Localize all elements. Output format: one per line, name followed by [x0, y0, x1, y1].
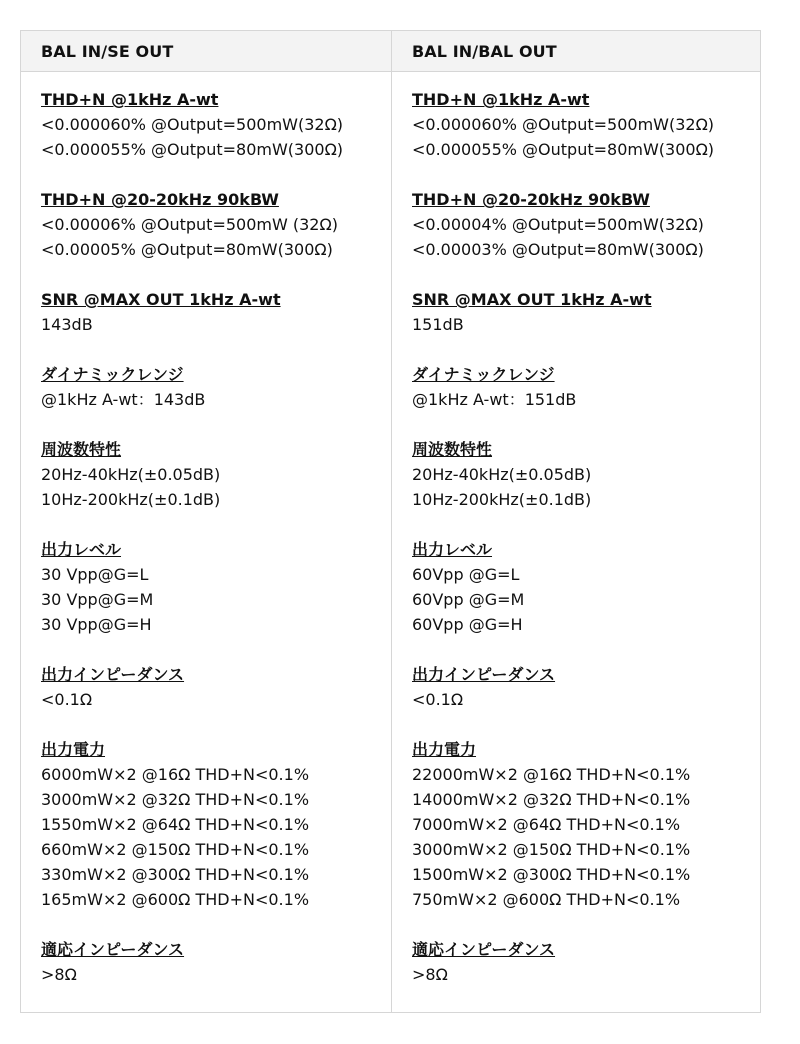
spec-value: 660mW×2 @150Ω THD+N<0.1% [41, 840, 310, 859]
spec-value: 60Vpp @G=L [412, 565, 520, 584]
spec-section [412, 737, 750, 912]
spec-heading: THD+N @20-20kHz 90kBW [412, 190, 650, 209]
spec-section [412, 937, 750, 987]
spec-section [41, 362, 381, 412]
spec-value: <0.1Ω [41, 690, 93, 709]
spec-heading: 周波数特性 [412, 440, 493, 459]
spec-section [41, 662, 381, 712]
spec-heading: 出力インピーダンス [412, 665, 556, 684]
spec-value: <0.000055% @Output=80mW(300Ω) [412, 140, 715, 159]
spec-section [41, 187, 381, 262]
spec-heading: 出力電力 [41, 740, 106, 759]
spec-section [41, 437, 381, 512]
spec-column-bal-in-bal-out [391, 72, 760, 1012]
spec-section [41, 737, 381, 912]
spec-value: 3000mW×2 @32Ω THD+N<0.1% [41, 790, 310, 809]
spec-value: 165mW×2 @600Ω THD+N<0.1% [41, 890, 310, 909]
spec-value: 30 Vpp@G=L [41, 565, 149, 584]
spec-value: <0.000060% @Output=500mW(32Ω) [41, 115, 344, 134]
spec-value: <0.1Ω [412, 690, 464, 709]
spec-heading: THD+N @1kHz A-wt [41, 90, 219, 109]
spec-value: 22000mW×2 @16Ω THD+N<0.1% [412, 765, 691, 784]
spec-value: 30 Vpp@G=H [41, 615, 152, 634]
spec-heading: 適応インピーダンス [412, 940, 556, 959]
spec-value: 1550mW×2 @64Ω THD+N<0.1% [41, 815, 310, 834]
spec-section [412, 187, 750, 262]
spec-value: 143dB [41, 315, 93, 334]
spec-value: 60Vpp @G=M [412, 590, 525, 609]
spec-value: @1kHz A-wt：143dB [41, 390, 206, 409]
spec-value: 151dB [412, 315, 464, 334]
spec-value: @1kHz A-wt：151dB [412, 390, 577, 409]
spec-value: 3000mW×2 @150Ω THD+N<0.1% [412, 840, 691, 859]
spec-section [412, 287, 750, 337]
spec-heading: THD+N @1kHz A-wt [412, 90, 590, 109]
spec-heading: 出力レベル [412, 540, 493, 559]
spec-section [41, 537, 381, 637]
spec-section [41, 937, 381, 987]
spec-value: >8Ω [41, 965, 77, 984]
spec-table-body-row [21, 72, 760, 1012]
spec-value: 14000mW×2 @32Ω THD+N<0.1% [412, 790, 691, 809]
spec-value: <0.00006% @Output=500mW (32Ω) [41, 215, 338, 234]
spec-heading: SNR @MAX OUT 1kHz A-wt [412, 290, 652, 309]
spec-heading: 出力レベル [41, 540, 122, 559]
spec-section [412, 437, 750, 512]
spec-heading: SNR @MAX OUT 1kHz A-wt [41, 290, 281, 309]
column-header-bal-in-se-out: BAL IN/SE OUT [41, 41, 174, 61]
spec-section [41, 287, 381, 337]
spec-column-bal-in-se-out [21, 72, 391, 1012]
spec-value: 20Hz-40kHz(±0.05dB) [412, 465, 592, 484]
spec-heading: 適応インピーダンス [41, 940, 185, 959]
spec-heading: 出力電力 [412, 740, 477, 759]
spec-section [412, 87, 750, 162]
spec-value: <0.000060% @Output=500mW(32Ω) [412, 115, 715, 134]
spec-heading: ダイナミックレンジ [412, 365, 555, 384]
spec-section [41, 87, 381, 162]
column-header-bal-in-bal-out: BAL IN/BAL OUT [391, 31, 760, 71]
spec-value: 330mW×2 @300Ω THD+N<0.1% [41, 865, 310, 884]
spec-section [412, 362, 750, 412]
spec-value: <0.00005% @Output=80mW(300Ω) [41, 240, 333, 259]
spec-value: 1500mW×2 @300Ω THD+N<0.1% [412, 865, 691, 884]
spec-value: 30 Vpp@G=M [41, 590, 154, 609]
spec-value: >8Ω [412, 965, 448, 984]
spec-heading: 周波数特性 [41, 440, 122, 459]
spec-value: <0.000055% @Output=80mW(300Ω) [41, 140, 344, 159]
spec-value: 60Vpp @G=H [412, 615, 523, 634]
spec-value: <0.00003% @Output=80mW(300Ω) [412, 240, 704, 259]
spec-table [20, 30, 761, 1013]
spec-table-header-row [21, 31, 760, 72]
spec-value: <0.00004% @Output=500mW(32Ω) [412, 215, 704, 234]
spec-value: 6000mW×2 @16Ω THD+N<0.1% [41, 765, 310, 784]
spec-value: 7000mW×2 @64Ω THD+N<0.1% [412, 815, 681, 834]
spec-heading: ダイナミックレンジ [41, 365, 184, 384]
spec-heading: THD+N @20-20kHz 90kBW [41, 190, 279, 209]
spec-value: 20Hz-40kHz(±0.05dB) [41, 465, 221, 484]
spec-value: 10Hz-200kHz(±0.1dB) [41, 490, 221, 509]
spec-section [412, 662, 750, 712]
spec-value: 750mW×2 @600Ω THD+N<0.1% [412, 890, 681, 909]
spec-heading: 出力インピーダンス [41, 665, 185, 684]
spec-section [412, 537, 750, 637]
spec-value: 10Hz-200kHz(±0.1dB) [412, 490, 592, 509]
